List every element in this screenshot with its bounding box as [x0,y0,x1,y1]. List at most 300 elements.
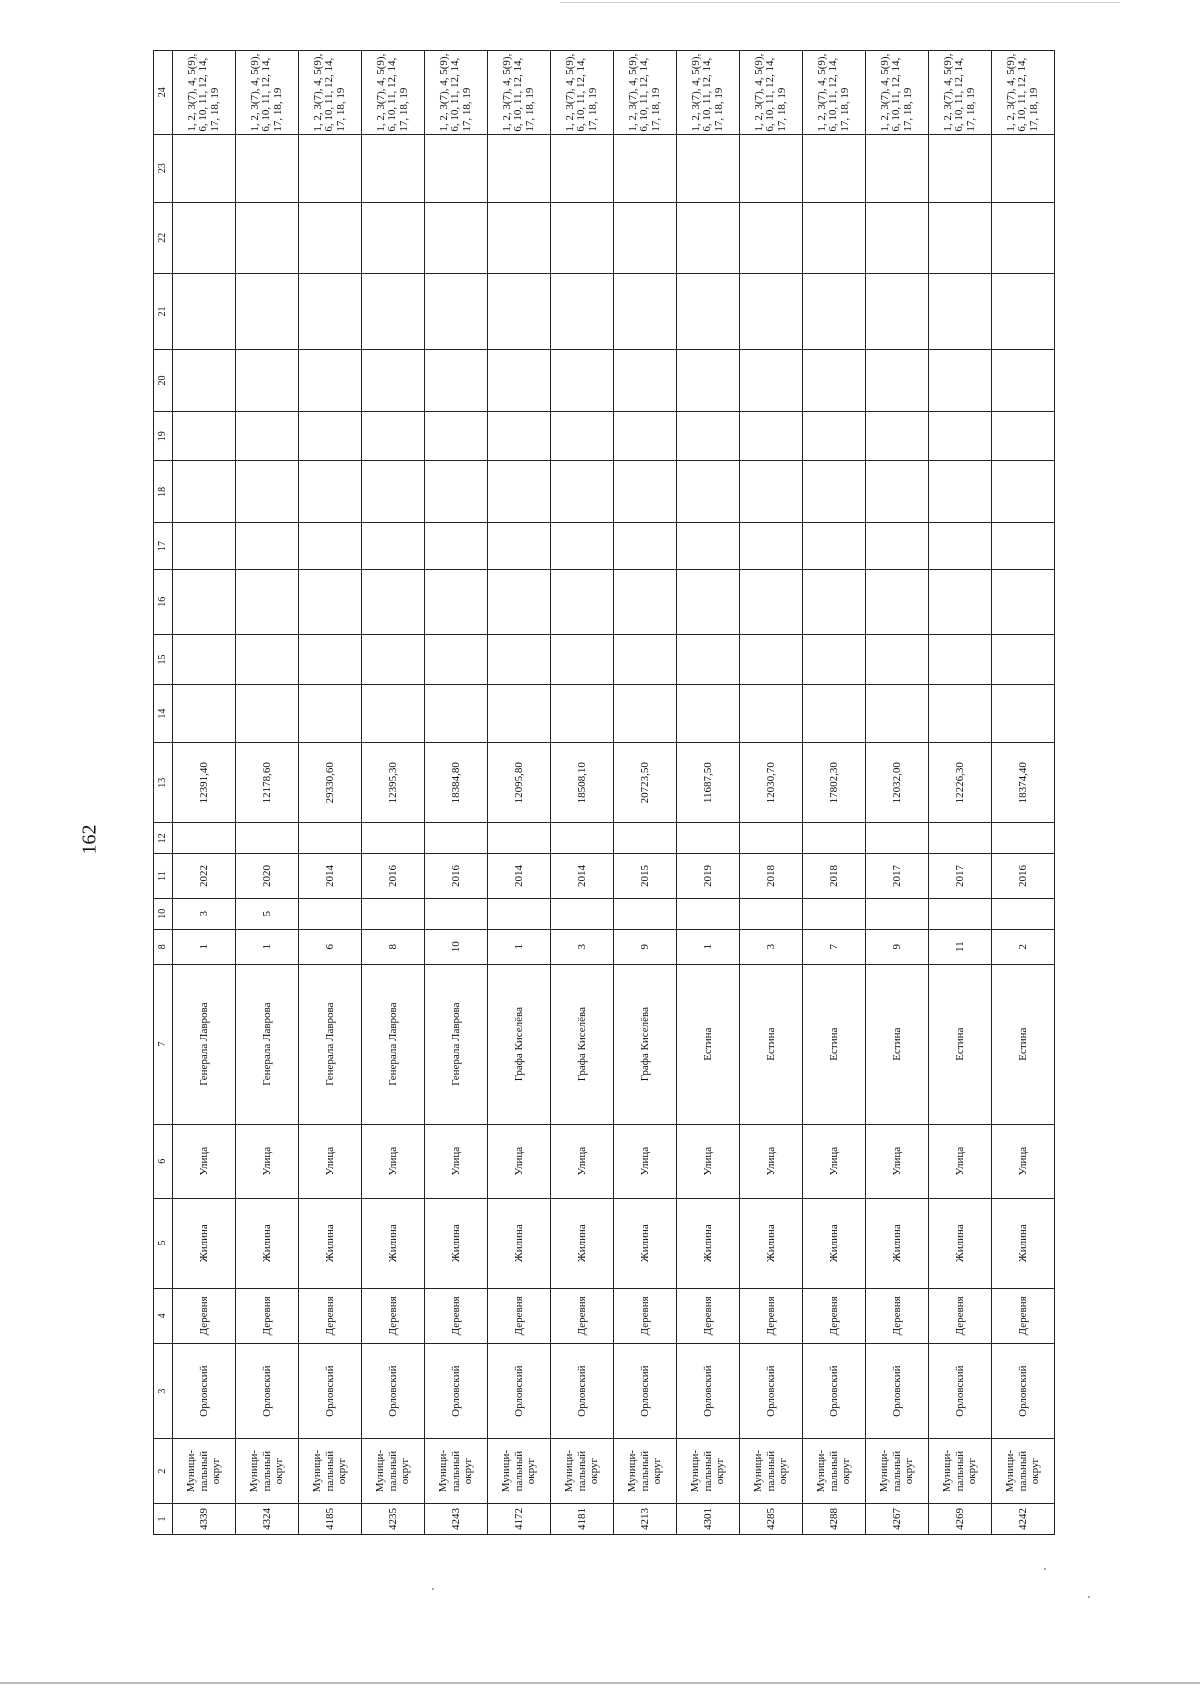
empty-cell [299,461,362,523]
empty-cell [425,273,488,349]
empty-cell [992,202,1055,273]
empty-cell [299,202,362,273]
empty-cell [551,523,614,569]
building-number [614,898,677,929]
year: 2014 [299,854,362,898]
record-id: 4243 [425,1504,488,1535]
table-row [929,51,992,1535]
empty-cell [803,273,866,349]
column-12 [488,823,551,854]
area-value: 18384,80 [425,743,488,823]
empty-cell [929,350,992,412]
area-value: 18508,10 [551,743,614,823]
empty-cell [614,350,677,412]
settlement-name: Жилина [362,1198,425,1288]
house-number: 1 [236,929,299,964]
column-12 [866,823,929,854]
street-type: Улица [866,1124,929,1198]
year: 2014 [551,854,614,898]
district-name: Орловский [173,1344,236,1439]
column-12 [677,823,740,854]
empty-cell [299,134,362,202]
settlement-name: Жилина [866,1198,929,1288]
building-number [551,898,614,929]
empty-cell [299,685,362,743]
empty-cell [299,523,362,569]
house-number: 9 [866,929,929,964]
empty-cell [740,523,803,569]
district-name: Орловский [866,1344,929,1439]
settlement-name: Жилина [299,1198,362,1288]
empty-cell [488,523,551,569]
area-value: 12226,30 [929,743,992,823]
empty-cell [929,202,992,273]
district-name: Орловский [488,1344,551,1439]
empty-cell [488,411,551,461]
district-name: Орловский [362,1344,425,1439]
house-number: 9 [614,929,677,964]
empty-cell [614,202,677,273]
settlement-type: Деревня [299,1288,362,1344]
category-codes: 1, 2, 3(7), 4, 5(9), 6, 10, 11, 12, 14, 17, 18, 19 [425,51,488,135]
category-codes: 1, 2, 3(7), 4, 5(9), 6, 10, 11, 12, 14, 17, 18, 19 [866,51,929,135]
category-codes: 1, 2, 3(7), 4, 5(9), 6, 10, 11, 12, 14, 17, 18, 19 [929,51,992,135]
category-codes: 1, 2, 3(7), 4, 5(9), 6, 10, 11, 12, 14, 17, 18, 19 [488,51,551,135]
house-number: 8 [362,929,425,964]
empty-cell [677,523,740,569]
municipality-type: Муници- пальный округ [677,1439,740,1504]
empty-cell [866,273,929,349]
building-number [362,898,425,929]
district-name: Орловский [299,1344,362,1439]
empty-cell [803,134,866,202]
empty-cell [866,350,929,412]
header-row [154,51,173,1535]
year: 2020 [236,854,299,898]
empty-cell [866,569,929,634]
column-header: 17 [154,523,173,569]
empty-cell [299,634,362,685]
municipality-type: Муници- пальный округ [929,1439,992,1504]
settlement-name: Жилина [425,1198,488,1288]
empty-cell [173,523,236,569]
empty-cell [551,685,614,743]
column-12 [803,823,866,854]
empty-cell [425,569,488,634]
column-header: 19 [154,411,173,461]
record-id: 4172 [488,1504,551,1535]
column-header: 4 [154,1288,173,1344]
settlement-type: Деревня [992,1288,1055,1344]
settlement-type: Деревня [614,1288,677,1344]
area-value: 20723,50 [614,743,677,823]
record-id: 4213 [614,1504,677,1535]
district-name: Орловский [992,1344,1055,1439]
settlement-type: Деревня [740,1288,803,1344]
empty-cell [992,685,1055,743]
municipality-type: Муници- пальный округ [551,1439,614,1504]
empty-cell [740,569,803,634]
empty-cell [299,273,362,349]
column-12 [299,823,362,854]
municipality-type: Муници- пальный округ [614,1439,677,1504]
empty-cell [551,202,614,273]
empty-cell [929,634,992,685]
empty-cell [740,411,803,461]
column-12 [992,823,1055,854]
empty-cell [866,411,929,461]
house-number: 1 [677,929,740,964]
column-header: 23 [154,134,173,202]
street-name: Генерала Лаврова [362,964,425,1124]
empty-cell [551,634,614,685]
empty-cell [362,523,425,569]
empty-cell [677,350,740,412]
empty-cell [236,411,299,461]
empty-cell [740,273,803,349]
empty-cell [677,634,740,685]
column-header: 12 [154,823,173,854]
column-12 [740,823,803,854]
district-name: Орловский [236,1344,299,1439]
empty-cell [362,685,425,743]
table-row [803,51,866,1535]
street-type: Улица [488,1124,551,1198]
empty-cell [362,634,425,685]
record-id: 4235 [362,1504,425,1535]
empty-cell [488,634,551,685]
empty-cell [425,134,488,202]
empty-cell [929,523,992,569]
empty-cell [488,569,551,634]
empty-cell [677,685,740,743]
district-name: Орловский [740,1344,803,1439]
settlement-name: Жилина [740,1198,803,1288]
category-codes: 1, 2, 3(7), 4, 5(9), 6, 10, 11, 12, 14, 17, 18, 19 [236,51,299,135]
record-id: 4301 [677,1504,740,1535]
empty-cell [173,273,236,349]
column-header: 18 [154,461,173,523]
municipality-type: Муници- пальный округ [488,1439,551,1504]
category-codes: 1, 2, 3(7), 4, 5(9), 6, 10, 11, 12, 14, 17, 18, 19 [173,51,236,135]
municipality-type: Муници- пальный округ [173,1439,236,1504]
column-12 [929,823,992,854]
empty-cell [236,202,299,273]
table-row [992,51,1055,1535]
empty-cell [929,461,992,523]
empty-cell [992,523,1055,569]
column-header: 22 [154,202,173,273]
empty-cell [866,461,929,523]
settlement-name: Жилина [803,1198,866,1288]
table-row [362,51,425,1535]
empty-cell [173,461,236,523]
empty-cell [677,569,740,634]
table-row [425,51,488,1535]
category-codes: 1, 2, 3(7), 4, 5(9), 6, 10, 11, 12, 14, 17, 18, 19 [992,51,1055,135]
empty-cell [803,350,866,412]
street-name: Графа Киселёва [614,964,677,1124]
municipality-type: Муници- пальный округ [425,1439,488,1504]
column-12 [173,823,236,854]
empty-cell [425,202,488,273]
area-value: 29330,60 [299,743,362,823]
settlement-type: Деревня [236,1288,299,1344]
empty-cell [488,273,551,349]
empty-cell [551,134,614,202]
house-number: 1 [173,929,236,964]
year: 2016 [362,854,425,898]
empty-cell [803,202,866,273]
empty-cell [677,134,740,202]
area-value: 18374,40 [992,743,1055,823]
empty-cell [488,461,551,523]
empty-cell [992,134,1055,202]
empty-cell [173,202,236,273]
category-codes: 1, 2, 3(7), 4, 5(9), 6, 10, 11, 12, 14, 17, 18, 19 [740,51,803,135]
settlement-type: Деревня [488,1288,551,1344]
settlement-type: Деревня [677,1288,740,1344]
empty-cell [173,350,236,412]
street-name: Графа Киселёва [488,964,551,1124]
street-name: Генерала Лаврова [299,964,362,1124]
column-12 [425,823,488,854]
table-body [173,51,1055,1535]
building-number [929,898,992,929]
empty-cell [677,273,740,349]
settlement-name: Жилина [929,1198,992,1288]
street-name: Генерала Лаврова [425,964,488,1124]
settlement-name: Жилина [992,1198,1055,1288]
building-number [677,898,740,929]
empty-cell [740,350,803,412]
column-header: 14 [154,685,173,743]
house-number: 7 [803,929,866,964]
building-number: 3 [173,898,236,929]
empty-cell [929,569,992,634]
empty-cell [551,273,614,349]
building-number [992,898,1055,929]
district-name: Орловский [929,1344,992,1439]
empty-cell [236,523,299,569]
column-header: 5 [154,1198,173,1288]
empty-cell [803,411,866,461]
empty-cell [740,461,803,523]
settlement-type: Деревня [803,1288,866,1344]
empty-cell [299,411,362,461]
settlement-type: Деревня [866,1288,929,1344]
empty-cell [173,685,236,743]
area-value: 12032,00 [866,743,929,823]
empty-cell [614,273,677,349]
empty-cell [362,273,425,349]
municipality-type: Муници- пальный округ [866,1439,929,1504]
column-header: 6 [154,1124,173,1198]
column-header: 3 [154,1344,173,1439]
settlement-type: Деревня [929,1288,992,1344]
empty-cell [929,411,992,461]
empty-cell [614,523,677,569]
empty-cell [866,202,929,273]
empty-cell [866,134,929,202]
street-name: Генерала Лаврова [173,964,236,1124]
category-codes: 1, 2, 3(7), 4, 5(9), 6, 10, 11, 12, 14, 17, 18, 19 [614,51,677,135]
record-id: 4324 [236,1504,299,1535]
empty-cell [992,350,1055,412]
settlement-type: Деревня [551,1288,614,1344]
empty-cell [992,569,1055,634]
record-id: 4267 [866,1504,929,1535]
page-number: 162 [78,824,101,855]
empty-cell [677,461,740,523]
building-number [866,898,929,929]
table-row [299,51,362,1535]
municipality-type: Муници- пальный округ [299,1439,362,1504]
category-codes: 1, 2, 3(7), 4, 5(9), 6, 10, 11, 12, 14, 17, 18, 19 [677,51,740,135]
empty-cell [677,202,740,273]
column-header: 1 [154,1504,173,1535]
empty-cell [740,134,803,202]
empty-cell [992,411,1055,461]
table-row [236,51,299,1535]
street-type: Улица [236,1124,299,1198]
empty-cell [299,350,362,412]
empty-cell [236,350,299,412]
year: 2018 [803,854,866,898]
district-name: Орловский [425,1344,488,1439]
empty-cell [425,634,488,685]
empty-cell [614,634,677,685]
empty-cell [425,411,488,461]
area-value: 12391,40 [173,743,236,823]
empty-cell [488,685,551,743]
empty-cell [173,569,236,634]
settlement-name: Жилина [236,1198,299,1288]
record-id: 4242 [992,1504,1055,1535]
empty-cell [803,523,866,569]
year: 2017 [866,854,929,898]
empty-cell [362,134,425,202]
empty-cell [866,634,929,685]
year: 2018 [740,854,803,898]
column-header: 21 [154,273,173,349]
record-id: 4269 [929,1504,992,1535]
empty-cell [614,134,677,202]
street-type: Улица [614,1124,677,1198]
house-number: 3 [740,929,803,964]
empty-cell [803,634,866,685]
record-id: 4285 [740,1504,803,1535]
street-type: Улица [803,1124,866,1198]
empty-cell [803,461,866,523]
street-name: Естина [929,964,992,1124]
empty-cell [488,350,551,412]
settlement-name: Жилина [173,1198,236,1288]
empty-cell [614,411,677,461]
empty-cell [173,134,236,202]
empty-cell [236,685,299,743]
settlement-type: Деревня [173,1288,236,1344]
street-type: Улица [740,1124,803,1198]
empty-cell [173,634,236,685]
column-header: 11 [154,854,173,898]
house-number: 1 [488,929,551,964]
empty-cell [425,350,488,412]
municipality-type: Муници- пальный округ [740,1439,803,1504]
district-name: Орловский [614,1344,677,1439]
empty-cell [173,411,236,461]
area-value: 12395,30 [362,743,425,823]
house-number: 2 [992,929,1055,964]
table-row [866,51,929,1535]
house-number: 3 [551,929,614,964]
column-header: 20 [154,350,173,412]
empty-cell [299,569,362,634]
empty-cell [866,685,929,743]
municipality-type: Муници- пальный округ [362,1439,425,1504]
empty-cell [677,411,740,461]
scan-edge-line-top [560,2,1120,3]
empty-cell [236,461,299,523]
table-row [551,51,614,1535]
empty-cell [803,569,866,634]
rotated-table-container [153,50,1053,1535]
empty-cell [425,685,488,743]
table-row [488,51,551,1535]
street-type: Улица [173,1124,236,1198]
record-id: 4339 [173,1504,236,1535]
year: 2014 [488,854,551,898]
empty-cell [992,461,1055,523]
empty-cell [551,461,614,523]
category-codes: 1, 2, 3(7), 4, 5(9), 6, 10, 11, 12, 14, 17, 18, 19 [551,51,614,135]
settlement-name: Жилина [614,1198,677,1288]
table-row [614,51,677,1535]
empty-cell [551,569,614,634]
street-name: Естина [740,964,803,1124]
housing-table [153,50,1055,1535]
empty-cell [992,273,1055,349]
column-12 [614,823,677,854]
column-12 [236,823,299,854]
table-row [740,51,803,1535]
area-value: 11687,50 [677,743,740,823]
street-type: Улица [362,1124,425,1198]
empty-cell [236,634,299,685]
empty-cell [236,134,299,202]
column-header: 7 [154,964,173,1124]
settlement-name: Жилина [551,1198,614,1288]
house-number: 11 [929,929,992,964]
empty-cell [362,202,425,273]
street-type: Улица [677,1124,740,1198]
district-name: Орловский [803,1344,866,1439]
street-name: Естина [866,964,929,1124]
municipality-type: Муници- пальный округ [992,1439,1055,1504]
building-number [488,898,551,929]
scan-dust [432,1588,434,1590]
street-type: Улица [992,1124,1055,1198]
district-name: Орловский [677,1344,740,1439]
column-12 [362,823,425,854]
municipality-type: Муници- пальный округ [236,1439,299,1504]
year: 2016 [992,854,1055,898]
empty-cell [929,273,992,349]
street-type: Улица [425,1124,488,1198]
year: 2022 [173,854,236,898]
category-codes: 1, 2, 3(7), 4, 5(9), 6, 10, 11, 12, 14, 17, 18, 19 [299,51,362,135]
area-value: 12095,80 [488,743,551,823]
